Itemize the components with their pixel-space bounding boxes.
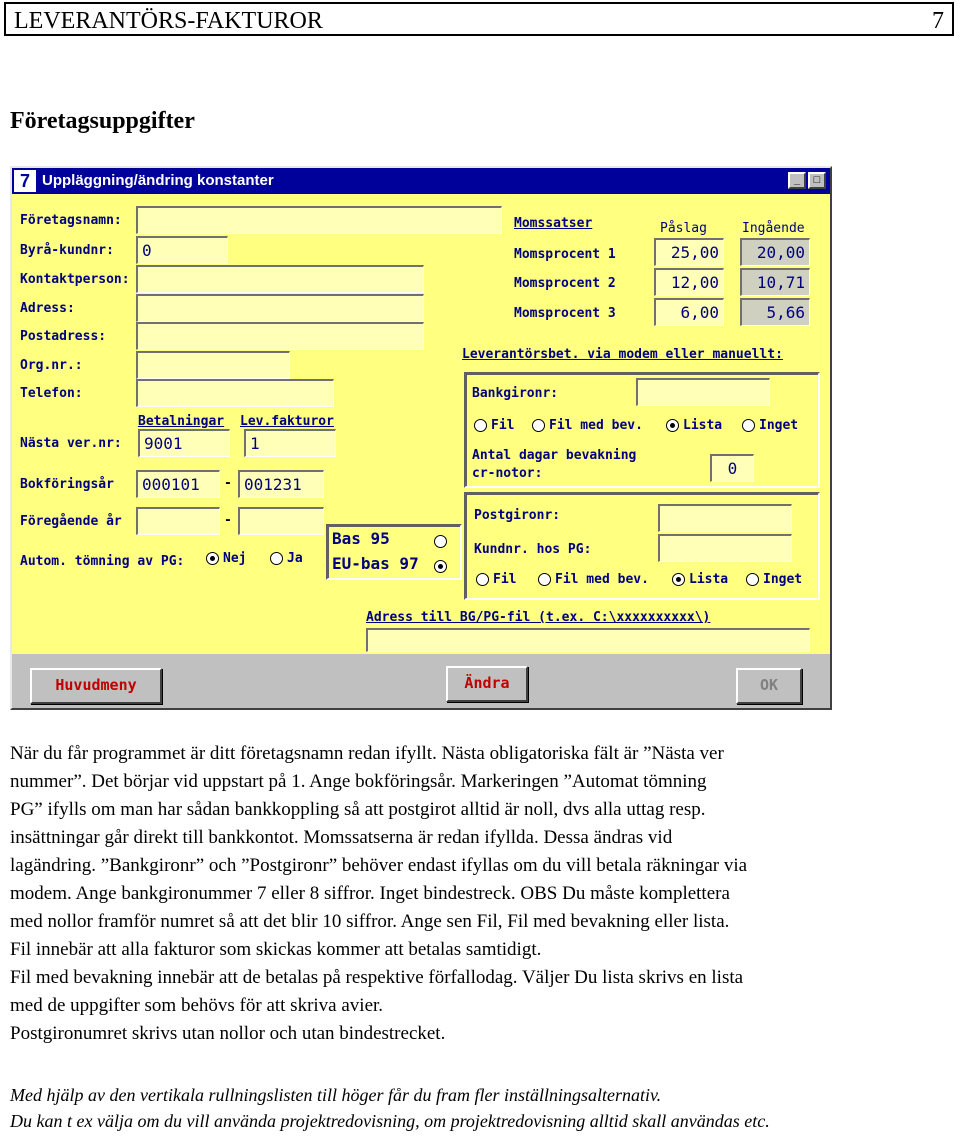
window-title: Uppläggning/ändring konstanter	[42, 172, 274, 189]
bankgironr-field[interactable]	[636, 378, 770, 406]
postadress-label: Postadress:	[20, 329, 107, 344]
postgiro-filmedbev-radio[interactable]	[538, 572, 649, 587]
document-title: LEVERANTÖRS-FAKTUROR	[14, 8, 323, 34]
bas-group	[326, 524, 462, 580]
byra-kundnr-field[interactable]: 0	[136, 236, 228, 264]
momsprocent-1-paslag[interactable]: 25,00	[654, 238, 724, 266]
radio-label: Fil med bev.	[549, 418, 643, 433]
radio-dot[interactable]	[672, 573, 685, 586]
radio-label: Inget	[763, 572, 803, 587]
postgironr-field[interactable]	[658, 504, 792, 532]
nasta-ver-label: Nästa ver.nr:	[20, 436, 122, 451]
radio-dot[interactable]	[666, 419, 679, 432]
radio-label: Fil	[493, 572, 517, 587]
radio-dot[interactable]	[434, 560, 447, 573]
telefon-label: Telefon:	[20, 386, 83, 401]
radio-label: Fil med bev.	[555, 572, 649, 587]
bankgiro-group	[464, 372, 820, 488]
postgiro-inget-radio[interactable]	[746, 572, 802, 587]
ok-button[interactable]: OK	[736, 668, 802, 704]
nasta-ver-betalningar-field[interactable]: 9001	[138, 429, 230, 457]
momssatser-heading: Momssatser	[514, 216, 593, 231]
autotomning-ja-radio[interactable]	[270, 551, 303, 566]
bokforingsar-dash: -	[224, 476, 232, 491]
bokforingsar-to-field[interactable]: 001231	[238, 470, 324, 498]
body-line: med de uppgifter som behövs för att skriva avier.	[10, 995, 384, 1016]
foregaende-from-field[interactable]	[136, 507, 220, 535]
momsprocent-3-label: Momsprocent 3	[514, 306, 616, 321]
momsprocent-1-ingaende: 20,00	[740, 238, 810, 266]
cr-notor-label: cr-notor:	[472, 466, 543, 481]
kontaktperson-label: Kontaktperson:	[20, 272, 130, 287]
huvudmeny-button[interactable]: Huvudmeny	[30, 668, 162, 704]
orgnr-field[interactable]	[136, 351, 290, 379]
radio-label: Inget	[759, 418, 799, 433]
radio-dot[interactable]	[742, 419, 755, 432]
radio-label: Lista	[683, 418, 723, 433]
bankgiro-fil-radio[interactable]	[474, 418, 514, 433]
radio-dot[interactable]	[270, 552, 283, 565]
radio-dot[interactable]	[434, 535, 447, 548]
body-line: nummer”. Det börjar vid uppstart på 1. Ange bokföringsår. Markeringen ”Automat tömning	[10, 771, 707, 792]
body-line: Fil innebär att alla fakturor som skickas kommer att betalas samtidigt.	[10, 939, 542, 960]
antal-dagar-label: Antal dagar bevakning	[472, 448, 637, 463]
italic-note	[10, 1082, 950, 1134]
kontaktperson-field[interactable]	[136, 265, 424, 293]
button-bar	[12, 654, 830, 708]
bankgiro-inget-radio[interactable]	[742, 418, 798, 433]
bokforingsar-label: Bokföringsår	[20, 477, 114, 492]
foregaende-ar-label: Föregående år	[20, 514, 122, 529]
bankgiro-filmedbev-radio[interactable]	[532, 418, 643, 433]
bokforingsar-from-field[interactable]: 000101	[136, 470, 220, 498]
app-window	[10, 166, 832, 710]
italic-line: Du kan t ex välja om du vill använda projektredovisning, om projektredovisning alltid skall användas etc.	[10, 1111, 770, 1131]
radio-label: Lista	[689, 572, 729, 587]
body-line: insättningar går direkt till bankkontot. Momssatserna är redan ifyllda. Dessa ändras vid	[10, 827, 673, 848]
leverantorsbet-heading: Leverantörsbet. via modem eller manuellt:	[462, 347, 783, 362]
body-line: lagändring. ”Bankgironr” och ”Postgironr” behöver endast ifyllas om du vill betala räkningar via	[10, 855, 748, 876]
antal-dagar-field[interactable]: 0	[710, 454, 754, 482]
autotomning-label: Autom. tömning av PG:	[20, 554, 185, 569]
momsprocent-1-label: Momsprocent 1	[514, 247, 616, 262]
bgpg-path-label: Adress till BG/PG-fil (t.ex. C:\xxxxxxxxxx\)	[366, 610, 711, 625]
kundnr-pg-field[interactable]	[658, 534, 792, 562]
paslag-header: Påslag	[660, 221, 707, 236]
body-line: med nollor framför numret så att det blir 10 siffror. Ange sen Fil, Fil med bevakning eller lista.	[10, 911, 730, 932]
autotomning-nej-label: Nej	[223, 551, 247, 566]
radio-dot[interactable]	[538, 573, 551, 586]
bas95-radio[interactable]	[434, 532, 447, 550]
body-line: PG” ifylls om man har sådan bankkoppling så att postgirot alltid är noll, dvs alla uttag resp.	[10, 799, 706, 820]
adress-field[interactable]	[136, 294, 424, 322]
ingaende-header: Ingående	[742, 221, 805, 236]
autotomning-nej-radio[interactable]	[206, 551, 246, 566]
eubas97-radio[interactable]	[434, 557, 447, 575]
postgiro-group	[464, 492, 820, 600]
betalningar-header: Betalningar	[138, 414, 225, 429]
bankgironr-label: Bankgironr:	[472, 386, 559, 401]
body-line: När du får programmet är ditt företagsnamn redan ifyllt. Nästa obligatoriska fält är ”Nästa ver	[10, 743, 724, 764]
section-title: Företagsuppgifter	[10, 108, 195, 134]
radio-dot[interactable]	[476, 573, 489, 586]
radio-dot[interactable]	[206, 552, 219, 565]
minimize-button[interactable]: _	[788, 172, 806, 189]
momsprocent-3-ingaende: 5,66	[740, 298, 810, 326]
body-line: Fil med bevakning innebär att de betalas på respektive förfallodag. Väljer Du lista skrivs en lista	[10, 967, 744, 988]
radio-dot[interactable]	[532, 419, 545, 432]
momsprocent-3-paslag[interactable]: 6,00	[654, 298, 724, 326]
byra-kundnr-label: Byrå-kundnr:	[20, 243, 114, 258]
page-number: 7	[932, 8, 944, 34]
form-area	[12, 194, 830, 654]
radio-label: Fil	[491, 418, 515, 433]
italic-line: Med hjälp av den vertikala rullningslisten till höger får du fram fler inställningsalternativ.	[10, 1085, 662, 1105]
kundnr-pg-label: Kundnr. hos PG:	[474, 542, 592, 557]
nasta-ver-levfakturor-field[interactable]: 1	[244, 429, 336, 457]
foretagsnamn-label: Företagsnamn:	[20, 213, 122, 228]
app-icon[interactable]: 7	[14, 170, 36, 192]
body-line: Postgironumret skrivs utan nollor och utan bindestrecket.	[10, 1023, 446, 1044]
telefon-field[interactable]	[136, 379, 334, 407]
document-header	[4, 2, 954, 36]
postgiro-fil-radio[interactable]	[476, 572, 516, 587]
foregaende-to-field[interactable]	[238, 507, 324, 535]
eubas97-label: EU-bas 97	[332, 554, 419, 573]
body-line: modem. Ange bankgironummer 7 eller 8 siffror. Inget bindestreck. OBS Du måste komplettera	[10, 883, 730, 904]
orgnr-label: Org.nr.:	[20, 358, 83, 373]
radio-dot[interactable]	[474, 419, 487, 432]
bgpg-path-field[interactable]	[366, 628, 810, 652]
maximize-button[interactable]: □	[808, 172, 826, 189]
body-text	[10, 740, 950, 1048]
postadress-field[interactable]	[136, 322, 424, 350]
radio-dot[interactable]	[746, 573, 759, 586]
autotomning-ja-label: Ja	[287, 551, 303, 566]
momsprocent-2-label: Momsprocent 2	[514, 276, 616, 291]
momsprocent-2-paslag[interactable]: 12,00	[654, 268, 724, 296]
postgiro-lista-radio[interactable]	[672, 572, 728, 587]
levfakturor-header: Lev.fakturor	[240, 414, 334, 429]
andra-button[interactable]: Ändra	[446, 666, 528, 702]
postgironr-label: Postgironr:	[474, 508, 561, 523]
bas95-label: Bas 95	[332, 529, 390, 548]
foregaende-dash: -	[224, 513, 232, 528]
foretagsnamn-field[interactable]	[136, 206, 502, 234]
momsprocent-2-ingaende: 10,71	[740, 268, 810, 296]
title-bar[interactable]	[12, 168, 830, 194]
adress-label: Adress:	[20, 301, 75, 316]
bankgiro-lista-radio[interactable]	[666, 418, 722, 433]
